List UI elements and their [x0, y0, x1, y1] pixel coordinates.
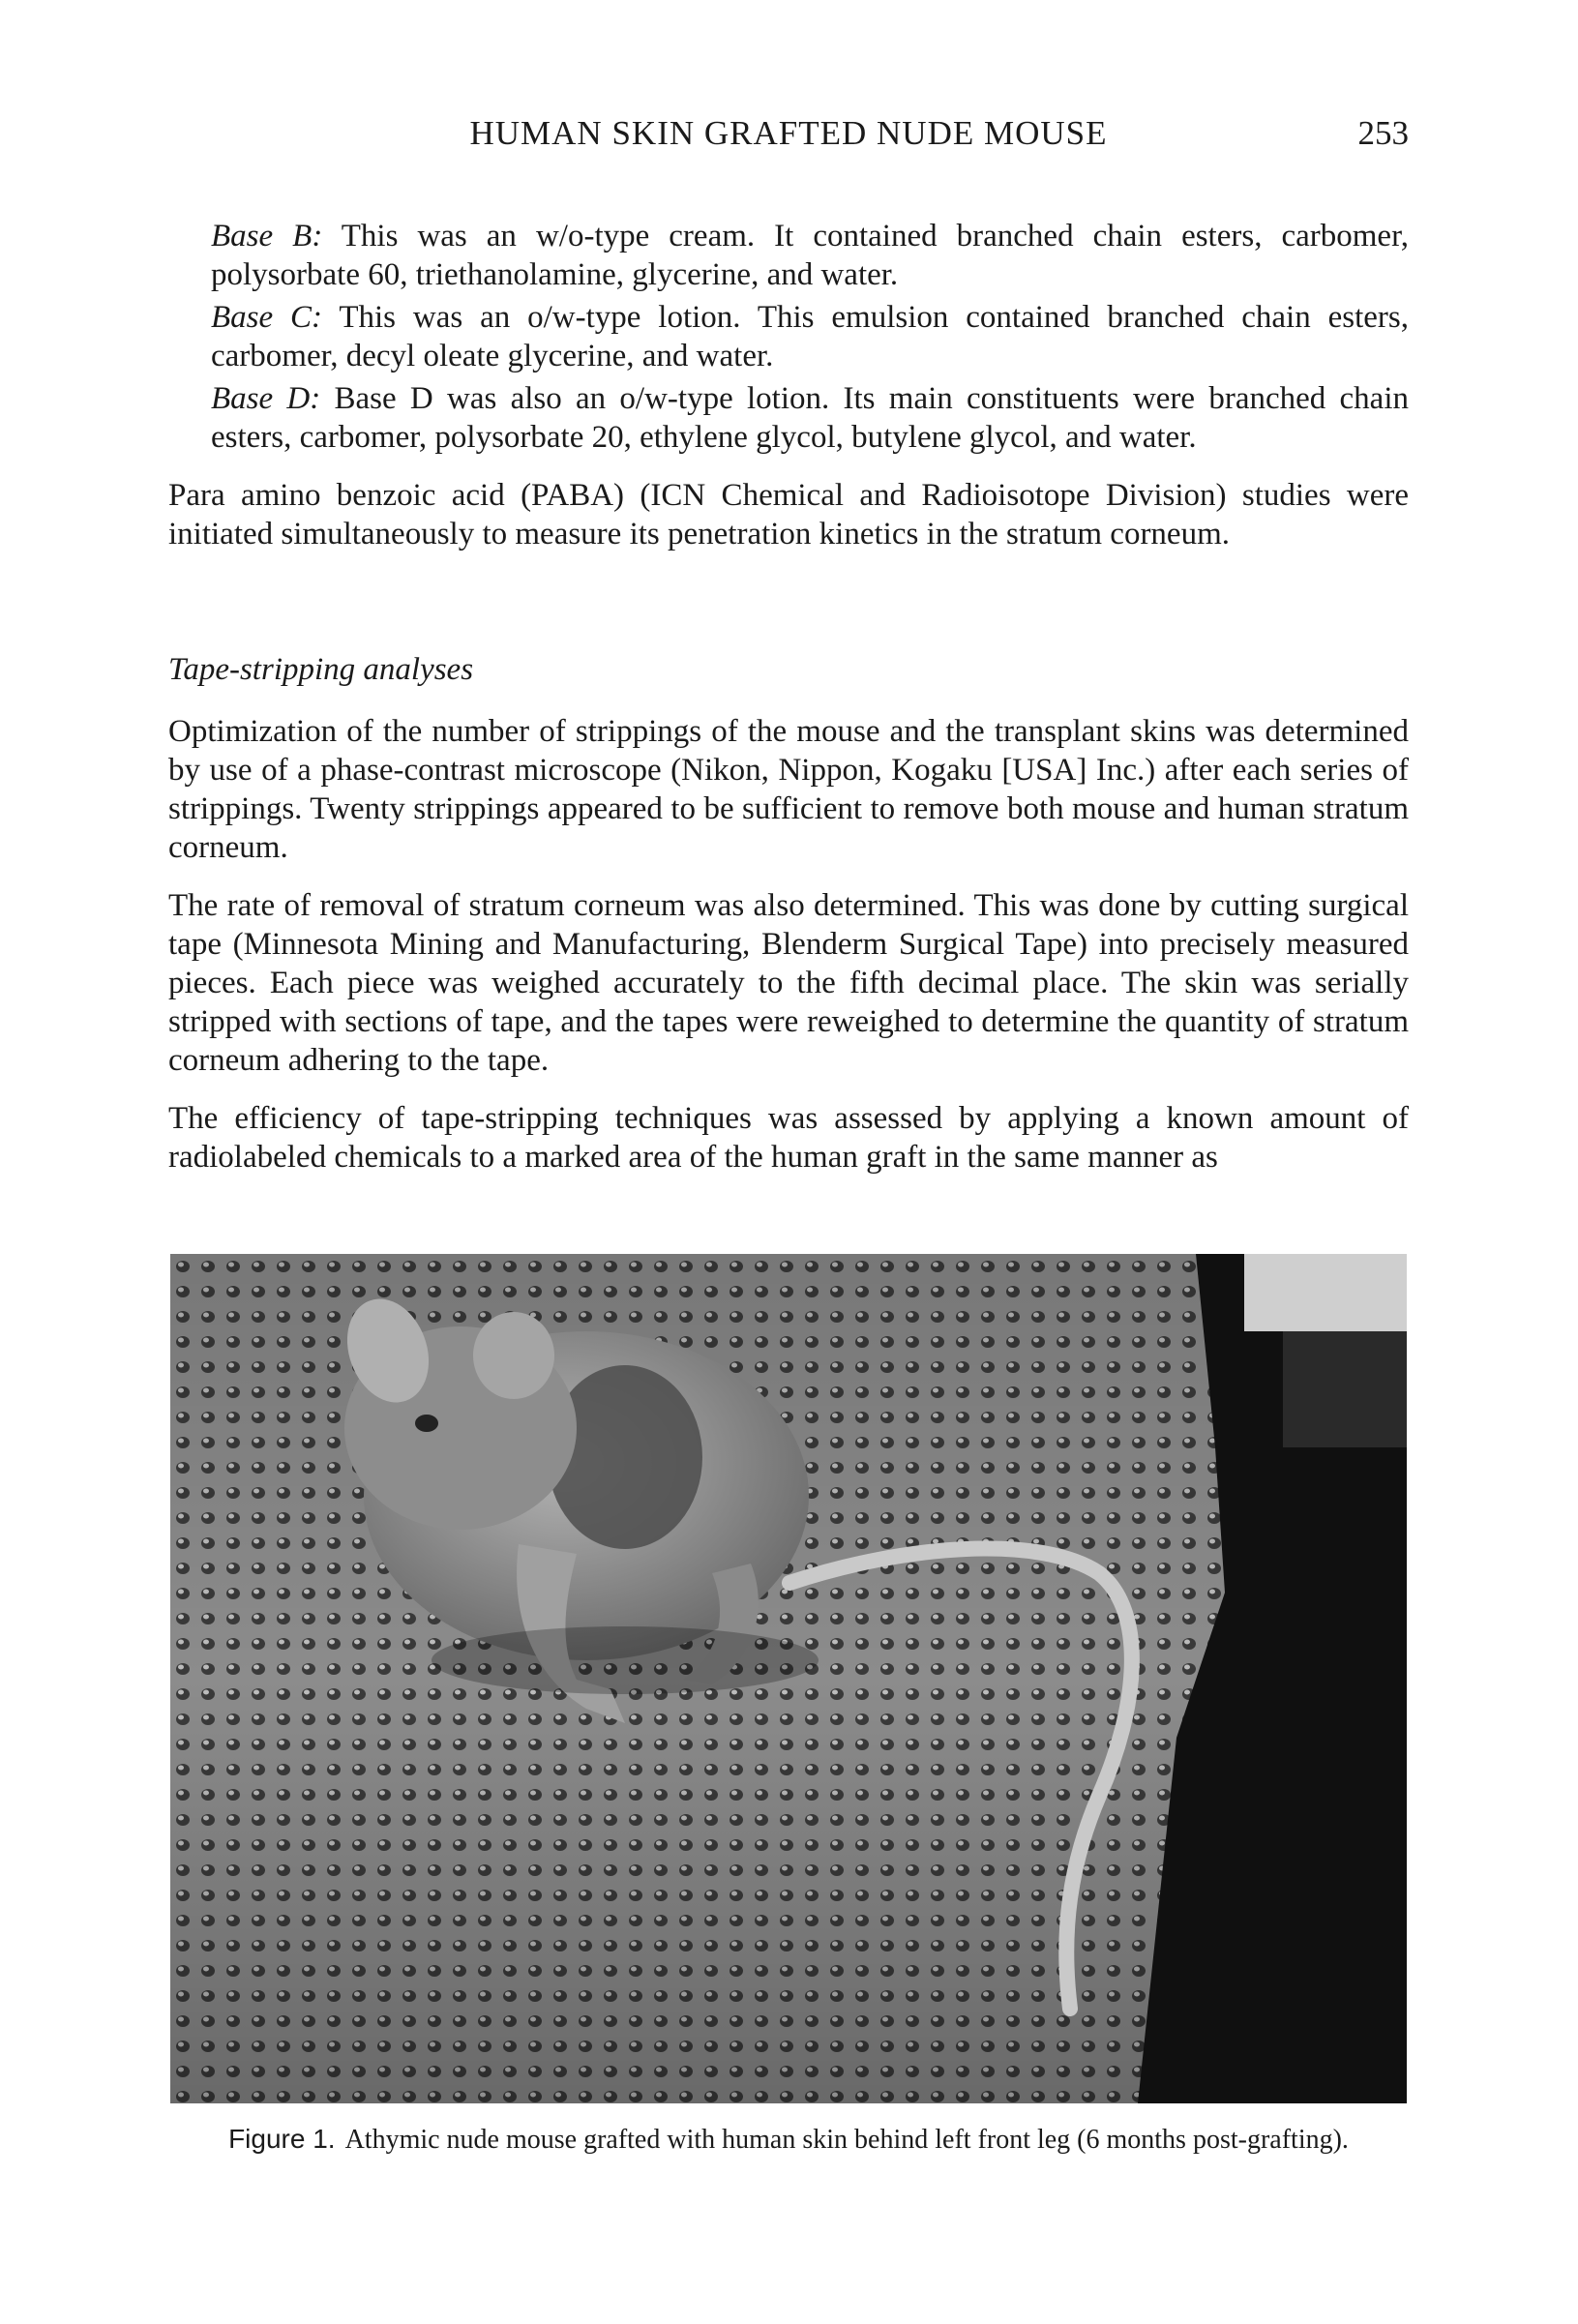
- figure-photo: [170, 1254, 1407, 2103]
- figure-caption-text: Athymic nude mouse grafted with human skin behind left front leg (6 months post-grafting).: [344, 2125, 1349, 2155]
- base-label: Base B:: [211, 219, 323, 253]
- base-label: Base C:: [211, 300, 323, 335]
- base-text: This was an w/o-type cream. It contained branched chain esters, carbomer, polysorbate 60, triethanolamine, glycerine, and water.: [211, 219, 1409, 292]
- paragraph-group-2: [168, 712, 1409, 1196]
- section-heading: Tape-stripping analyses: [168, 652, 474, 687]
- fixture-top-light: [1244, 1254, 1407, 1331]
- page-number: 253: [1357, 114, 1409, 152]
- paragraph-rate-of-removal: The rate of removal of stratum corneum was also determined. This was done by cutting surgical tape (Minnesota Mining and Manufacturing, Blenderm Surgical Tape) into precisely measured pieces. Each piece was weighed accurately to the fifth decimal place. The skin was serially stripped with sections of tape, and the tapes were reweighed to determine the quantity of stratum corneum adhering to the tape.: [168, 888, 1409, 1078]
- base-item-d: [211, 379, 1409, 457]
- paragraph-group-1: [168, 476, 1409, 573]
- base-item-c: [211, 298, 1409, 375]
- base-item-b: [211, 217, 1409, 294]
- running-head: HUMAN SKIN GRAFTED NUDE MOUSE: [469, 114, 1108, 152]
- mouse-ear-right: [473, 1312, 554, 1399]
- base-text: Base D was also an o/w-type lotion. Its main constituents were branched chain esters, carbomer, polysorbate 20, ethylene glycol, butylene glycol, and water.: [211, 381, 1409, 455]
- page-header: [168, 114, 1409, 157]
- paragraph-efficiency: The efficiency of tape-stripping techniques was assessed by applying a known amount of radiolabeled chemicals to a marked area of the human graft in the same manner as: [168, 1101, 1409, 1175]
- paragraph-optimization: Optimization of the number of strippings of the mouse and the transplant skins was determined by use of a phase-contrast microscope (Nikon, Nippon, Kogaku [USA] Inc.) after each series of strippings. Twenty strippings appeared to be sufficient to remove both mouse and human stratum corneum.: [168, 714, 1409, 865]
- base-list: [211, 217, 1409, 461]
- mouse-photo-illustration: [170, 1254, 1407, 2103]
- mouse-eye: [415, 1415, 438, 1432]
- paragraph-paba: Para amino benzoic acid (PABA) (ICN Chemical and Radioisotope Division) studies were initiated simultaneously to measure its penetration kinetics in the stratum corneum.: [168, 478, 1409, 551]
- figure-caption: [168, 2122, 1409, 2158]
- figure-label: Figure 1.: [228, 2124, 336, 2154]
- base-text: This was an o/w-type lotion. This emulsion contained branched chain esters, carbomer, decyl oleate glycerine, and water.: [211, 300, 1409, 373]
- base-label: Base D:: [211, 381, 321, 416]
